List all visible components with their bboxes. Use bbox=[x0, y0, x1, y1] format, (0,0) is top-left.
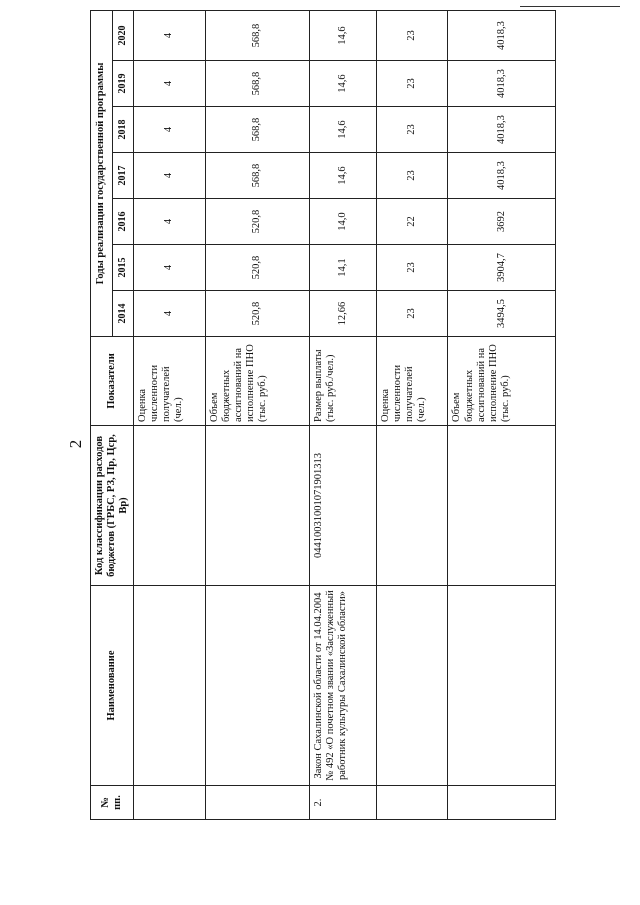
value-cell: 14,6 bbox=[310, 11, 377, 61]
row-indicator-cell: Объем бюджетных ассигнований на исполнение ПНО (тыс. руб.) bbox=[448, 337, 555, 426]
header-code: Код классификации расходов бюджетов (ГРБС, РЗ, Пр, Цср, Вр) bbox=[91, 426, 134, 586]
value-cell: 3494,5 bbox=[448, 291, 555, 337]
value-cell: 23 bbox=[377, 245, 448, 291]
value-cell: 4 bbox=[134, 153, 205, 199]
header-year: 2016 bbox=[112, 199, 133, 245]
row-num-cell bbox=[448, 786, 555, 820]
value-cell: 4018,3 bbox=[448, 61, 555, 107]
table-row bbox=[377, 11, 448, 820]
value-cell: 14,6 bbox=[310, 61, 377, 107]
value-cell: 12,66 bbox=[310, 291, 377, 337]
value-cell: 23 bbox=[377, 153, 448, 199]
value-cell: 4018,3 bbox=[448, 153, 555, 199]
row-code-cell bbox=[377, 426, 448, 586]
row-code-cell bbox=[134, 426, 205, 586]
row-name-cell bbox=[134, 586, 205, 786]
row-num-cell bbox=[205, 786, 310, 820]
table-row bbox=[448, 11, 555, 820]
value-cell: 520,8 bbox=[205, 199, 310, 245]
value-cell: 23 bbox=[377, 291, 448, 337]
value-cell: 4018,3 bbox=[448, 107, 555, 153]
table-row bbox=[134, 11, 205, 820]
row-indicator-cell: Объем бюджетных ассигнований на исполнение ПНО (тыс. руб.) bbox=[205, 337, 310, 426]
row-code-cell: 04410031001071901313 bbox=[310, 426, 377, 586]
row-num-cell: 2. bbox=[310, 786, 377, 820]
row-num-cell bbox=[134, 786, 205, 820]
row-indicator-cell: Размер выплаты (тыс. руб./чел.) bbox=[310, 337, 377, 426]
table-row bbox=[310, 11, 377, 820]
table-row bbox=[205, 11, 310, 820]
header-num: № пп. bbox=[91, 786, 134, 820]
header-row-1 bbox=[91, 11, 113, 820]
value-cell: 4 bbox=[134, 291, 205, 337]
value-cell: 23 bbox=[377, 61, 448, 107]
header-year: 2014 bbox=[112, 291, 133, 337]
header-year: 2018 bbox=[112, 107, 133, 153]
row-code-cell bbox=[448, 426, 555, 586]
header-indicators: Показатели bbox=[91, 337, 134, 426]
row-code-cell bbox=[205, 426, 310, 586]
rotated-table-container bbox=[90, 15, 550, 820]
row-indicator-cell: Оценка численности получателей (чел.) bbox=[377, 337, 448, 426]
value-cell: 4 bbox=[134, 245, 205, 291]
value-cell: 4 bbox=[134, 107, 205, 153]
value-cell: 3904,7 bbox=[448, 245, 555, 291]
value-cell: 568,8 bbox=[205, 153, 310, 199]
row-name-cell bbox=[448, 586, 555, 786]
value-cell: 22 bbox=[377, 199, 448, 245]
header-year: 2019 bbox=[112, 61, 133, 107]
value-cell: 4 bbox=[134, 11, 205, 61]
value-cell: 520,8 bbox=[205, 291, 310, 337]
value-cell: 4 bbox=[134, 199, 205, 245]
scan-edge-line-top bbox=[520, 6, 620, 7]
value-cell: 3692 bbox=[448, 199, 555, 245]
header-years-group: Годы реализации государственной программы bbox=[91, 11, 113, 337]
row-num-cell bbox=[377, 786, 448, 820]
value-cell: 23 bbox=[377, 107, 448, 153]
header-year: 2015 bbox=[112, 245, 133, 291]
value-cell: 14,0 bbox=[310, 199, 377, 245]
header-name: Наименование bbox=[91, 586, 134, 786]
value-cell: 568,8 bbox=[205, 11, 310, 61]
header-year: 2017 bbox=[112, 153, 133, 199]
row-indicator-cell: Оценка численности получателей (чел.) bbox=[134, 337, 205, 426]
value-cell: 568,8 bbox=[205, 61, 310, 107]
value-cell: 14,6 bbox=[310, 107, 377, 153]
value-cell: 4 bbox=[134, 61, 205, 107]
value-cell: 14,6 bbox=[310, 153, 377, 199]
program-table bbox=[90, 10, 556, 820]
page-number: 2 bbox=[66, 439, 85, 449]
row-name-cell: Закон Сахалинской области от 14.04.2004 № 492 «О почетном звании «Заслуженный работник культуры Сахалинской области» bbox=[310, 586, 377, 786]
header-year: 2020 bbox=[112, 11, 133, 61]
value-cell: 568,8 bbox=[205, 107, 310, 153]
value-cell: 4018,3 bbox=[448, 11, 555, 61]
row-name-cell bbox=[205, 586, 310, 786]
value-cell: 14,1 bbox=[310, 245, 377, 291]
value-cell: 23 bbox=[377, 11, 448, 61]
value-cell: 520,8 bbox=[205, 245, 310, 291]
row-name-cell bbox=[377, 586, 448, 786]
